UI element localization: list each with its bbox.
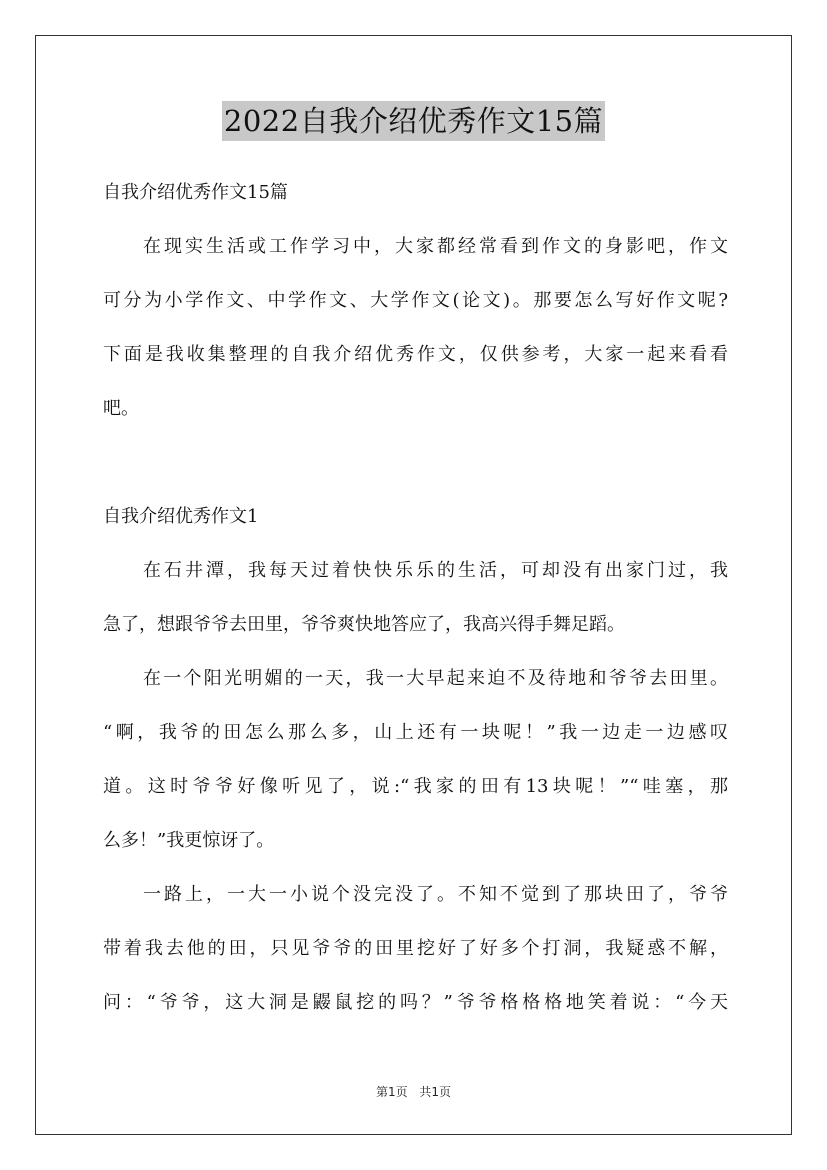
page-number: 第1页 — [375, 1085, 408, 1099]
page-total: 共1页 — [419, 1085, 452, 1099]
paragraph-line: 可分为小学作文、中学作文、大学作文(论文)。那要怎么写好作文呢? — [103, 290, 728, 311]
intro-heading: 自我介绍优秀作文15篇 — [103, 182, 288, 203]
paragraph-line: 带着我去他的田，只见爷爷的田里挖好了好多个打洞，我疑惑不解， — [103, 938, 728, 959]
paragraph-line: 下面是我收集整理的自我介绍优秀作文，仅供参考，大家一起来看看 — [103, 344, 728, 365]
title-container — [0, 101, 827, 141]
paragraph-line: 在现实生活或工作学习中，大家都经常看到作文的身影吧，作文 — [143, 236, 728, 257]
paragraph-line: “啊，我爷的田怎么那么多，山上还有一块呢！”我一边走一边感叹 — [103, 722, 728, 743]
section-gap — [103, 436, 728, 490]
page-footer — [0, 1083, 827, 1100]
paragraph-line: 问：“爷爷，这大洞是鼹鼠挖的吗？”爷爷格格格地笑着说：“今天 — [103, 992, 728, 1013]
paragraph-line: 在石井潭，我每天过着快快乐乐的生活，可却没有出家门过，我 — [143, 560, 728, 581]
document-body — [103, 166, 728, 1030]
paragraph-line: 一路上，一大一小说个没完没了。不知不觉到了那块田了，爷爷 — [143, 884, 728, 905]
document-title: 2022自我介绍优秀作文15篇 — [222, 101, 605, 141]
paragraph-line: 道。这时爷爷好像听见了，说:“我家的田有13块呢！”“哇塞，那 — [103, 776, 728, 797]
paragraph-line: 急了，想跟爷爷去田里，爷爷爽快地答应了，我高兴得手舞足蹈。 — [103, 614, 625, 635]
paragraph-line: 吧。 — [103, 398, 139, 419]
section-heading: 自我介绍优秀作文1 — [103, 506, 259, 527]
paragraph-line: 在一个阳光明媚的一天，我一大早起来迫不及待地和爷爷去田里。 — [143, 668, 728, 689]
paragraph-line: 么多！”我更惊讶了。 — [103, 830, 275, 851]
